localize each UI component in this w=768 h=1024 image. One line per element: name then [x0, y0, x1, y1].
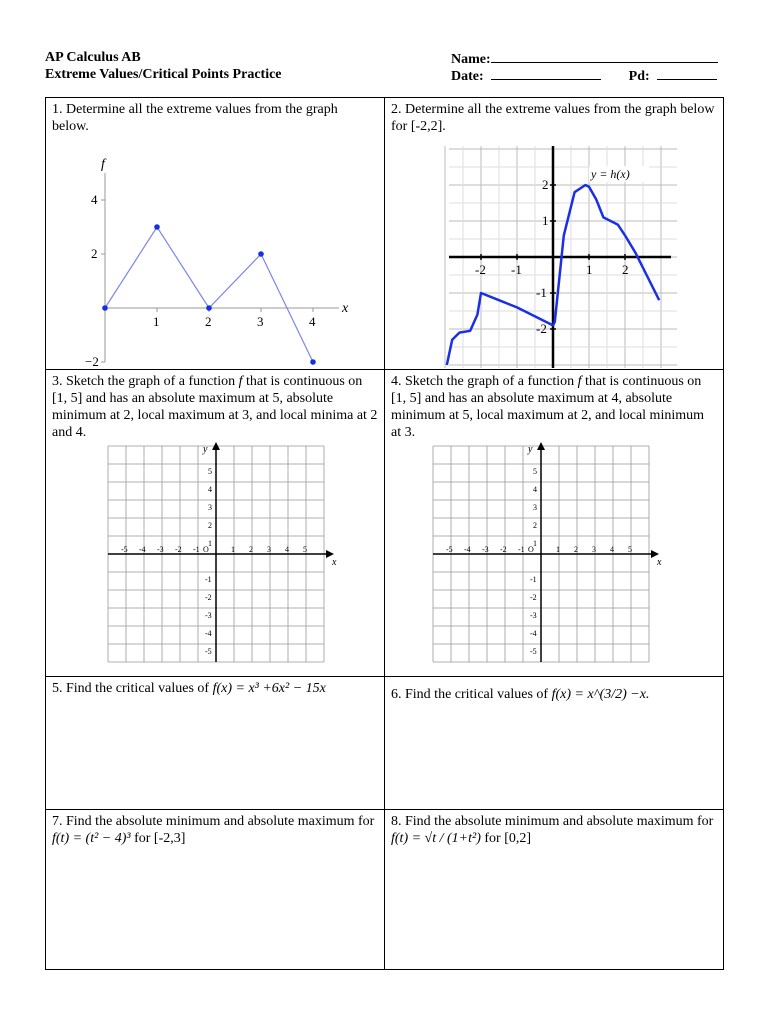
x-tick-label: 3: [257, 314, 264, 329]
x-tick-label: -3: [157, 545, 164, 554]
problem-4: 4. Sketch the graph of a function f that is continuous on [1, 5] and has an absolute maximum at 4, absolute minimum at 5, local maximum at 2, and local minimum at 3. x y -5 -4 -3 -2 -1 1 2 3 4 5 5 4 3 2 1 -1 -2 -3 -4 -5 O: [385, 370, 724, 677]
x-tick-label: 5: [303, 545, 307, 554]
y-tick-label: -2: [530, 593, 537, 602]
y-tick-label: 1: [533, 539, 537, 548]
y-axis-label: y: [528, 444, 533, 455]
problem-7: 7. Find the absolute minimum and absolute maximum for f(t) = (t² − 4)³ for [-2,3]: [46, 810, 385, 970]
problem-3: 3. Sketch the graph of a function f that is continuous on [1, 5] and has an absolute maximum at 5, absolute minimum at 2, local maximum at 3, and local minima at 2 and 4. x y -5 -4 -3 -2 -1 1 2 3 4 5 5 4 3 2 1 -1 -2 -3 -4 -5 O: [46, 370, 385, 677]
problem-1: 1. Determine all the extreme values from the graph below. f x 1 2 3 4 4 2 −2: [46, 98, 385, 370]
y-tick-label: -2: [536, 321, 547, 336]
x-tick-label: 2: [205, 314, 212, 329]
y-tick-label: -1: [205, 575, 212, 584]
problem-8: 8. Find the absolute minimum and absolute maximum for f(t) = √t / (1+t²) for [0,2]: [385, 810, 724, 970]
x-tick-label: -1: [511, 262, 522, 277]
x-tick-label: -1: [193, 545, 200, 554]
x-tick-label: 4: [309, 314, 316, 329]
problem-5: 5. Find the critical values of f(x) = x³ +6x² − 15x: [46, 677, 385, 810]
x-tick-label: 5: [628, 545, 632, 554]
name-label: Name:: [451, 52, 491, 67]
y-tick-label: -2: [205, 593, 212, 602]
data-point: [310, 359, 316, 365]
y-tick-label: 5: [533, 467, 537, 476]
x-tick-label: -5: [446, 545, 453, 554]
x-tick-label: 1: [586, 262, 593, 277]
y-tick-label: -4: [530, 629, 537, 638]
y-axis-label: y: [203, 444, 208, 455]
date-label: Date:: [451, 69, 484, 84]
x-axis-label: x: [657, 557, 662, 568]
y-tick-label: -1: [530, 575, 537, 584]
origin-label: O: [203, 545, 209, 554]
x-tick-label: 2: [622, 262, 629, 277]
x-tick-label: 3: [267, 545, 271, 554]
y-tick-label: 2: [533, 521, 537, 530]
x-tick-label: 4: [285, 545, 289, 554]
y-tick-label: -4: [205, 629, 212, 638]
date-period-field[interactable]: [451, 66, 717, 85]
y-tick-label: 1: [208, 539, 212, 548]
y-tick-label: -5: [205, 647, 212, 656]
y-tick-label: 5: [208, 467, 212, 476]
period-label: Pd:: [628, 69, 650, 84]
problem-8-function: f(t) = √t / (1+t²): [391, 831, 481, 846]
x-tick-label: -1: [518, 545, 525, 554]
y-tick-label: -5: [530, 647, 537, 656]
origin-label: O: [528, 545, 534, 554]
y-axis-label: f: [101, 157, 105, 172]
y-tick-label: −2: [85, 354, 99, 369]
x-tick-label: 4: [610, 545, 614, 554]
data-point: [102, 305, 108, 311]
y-tick-label: -1: [536, 285, 547, 300]
y-tick-label: 4: [533, 485, 537, 494]
problem-7-function: f(t) = (t² − 4)³: [52, 831, 131, 846]
graph-1: [86, 138, 386, 368]
x-tick-label: 1: [153, 314, 160, 329]
y-tick-label: 2: [542, 177, 549, 192]
x-axis-label: x: [332, 557, 337, 568]
y-tick-label: 2: [91, 246, 98, 261]
y-tick-label: 3: [208, 503, 212, 512]
y-tick-label: 1: [542, 213, 549, 228]
problem-2: 2. Determine all the extreme values from the graph below for [-2,2]. -2 -1 1 2 2 1 -1 -2 y = h(x): [385, 98, 724, 370]
x-tick-label: -2: [475, 262, 486, 277]
x-tick-label: -2: [175, 545, 182, 554]
problem-6: 6. Find the critical values of f(x) = x^(3/2) −x.: [385, 677, 724, 810]
y-tick-label: 2: [208, 521, 212, 530]
y-tick-label: 3: [533, 503, 537, 512]
x-tick-label: -4: [139, 545, 146, 554]
x-tick-label: -2: [500, 545, 507, 554]
y-tick-label: 4: [208, 485, 212, 494]
course-title: AP Calculus AB: [45, 50, 141, 65]
y-tick-label: -3: [530, 611, 537, 620]
function-f-line: [105, 227, 313, 362]
data-point: [206, 305, 212, 311]
blank-grid-3: [108, 444, 337, 664]
curve-label: y = h(x): [591, 167, 630, 181]
data-point: [258, 251, 264, 257]
x-tick-label: 2: [574, 545, 578, 554]
blank-grid-4: [433, 444, 662, 664]
x-tick-label: 3: [592, 545, 596, 554]
x-tick-label: -5: [121, 545, 128, 554]
x-tick-label: 2: [249, 545, 253, 554]
x-tick-label: -4: [464, 545, 471, 554]
problem-5-function: f(x) = x³ +6x² − 15x: [212, 681, 326, 696]
data-point: [154, 224, 160, 230]
y-tick-label: -3: [205, 611, 212, 620]
x-tick-label: 1: [556, 545, 560, 554]
y-tick-label: 4: [91, 192, 98, 207]
x-axis-label: x: [342, 301, 349, 316]
problem-6-function: f(x) = x^(3/2) −x.: [551, 687, 650, 702]
worksheet-subtitle: Extreme Values/Critical Points Practice: [45, 67, 282, 82]
problems-table: [45, 97, 724, 970]
x-tick-label: 1: [231, 545, 235, 554]
x-tick-label: -3: [482, 545, 489, 554]
graph-2: [449, 146, 677, 368]
